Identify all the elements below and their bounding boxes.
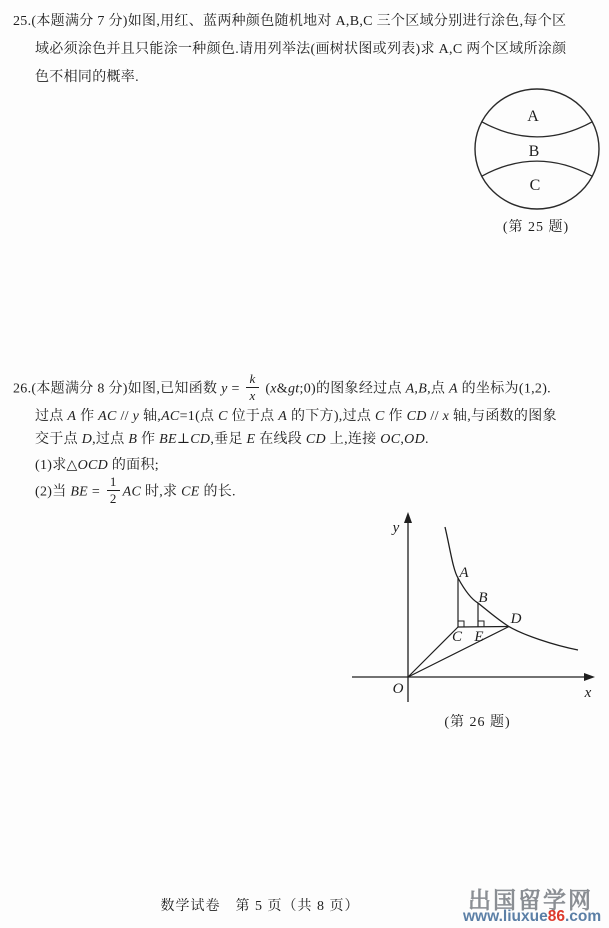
point-b-label: B xyxy=(478,590,488,606)
fraction-denominator: x xyxy=(249,388,256,403)
fraction-one-half xyxy=(107,475,120,506)
line-1-suffix: (x&gt;0)的图象经过点 A,B,点 A 的坐标为(1,2). xyxy=(261,381,551,397)
problem-25-line-2: 域必须涂色并且只能涂一种颜色.请用列举法(画树状图或列表)求 A,C 两个区域所涂颜 xyxy=(35,42,567,57)
problem-26-part-1: (1)求△OCD 的面积; xyxy=(35,458,159,473)
url-suffix: .com xyxy=(564,908,602,925)
point-c-label: C xyxy=(451,629,463,645)
page-number-label: 数学试卷 第 5 页（共 8 页） xyxy=(160,899,360,914)
line-5-prefix: (2)当 BE = xyxy=(35,484,104,500)
problem-26-line-2: 过点 A 作 AC // y 轴,AC=1(点 C 位于点 A 的下方),过点 C 作 CD // x 轴,与函数的图象 xyxy=(35,409,557,424)
region-c-label: C xyxy=(529,177,541,194)
region-divider-bottom xyxy=(482,161,592,176)
origin-label: O xyxy=(392,681,404,697)
watermark-site-name: 出国留学网 xyxy=(468,887,593,913)
fraction-k-over-x xyxy=(246,372,258,403)
y-axis-arrowhead xyxy=(404,512,412,523)
fraction-numerator: 1 xyxy=(107,475,120,491)
problem-26-line-3: 交于点 D,过点 B 作 BE⊥CD,垂足 E 在线段 CD 上,连接 OC,OD. xyxy=(35,432,429,447)
x-axis-arrowhead xyxy=(584,673,595,681)
segment-oc xyxy=(408,627,458,677)
line-5-suffix: AC 时,求 CE 的长. xyxy=(122,484,236,500)
x-axis-label: x xyxy=(584,685,592,701)
problem-25-circle-figure xyxy=(466,83,609,217)
point-a-label: A xyxy=(459,565,469,581)
y-axis-label: y xyxy=(392,520,400,536)
problem-26-part-2 xyxy=(35,474,236,508)
right-angle-mark-at-e xyxy=(478,621,484,627)
hyperbola-curve xyxy=(445,527,578,650)
point-e-label: E xyxy=(474,629,484,645)
problem-25-line-3: 色不相同的概率. xyxy=(35,70,139,85)
watermark-site-url xyxy=(463,908,601,926)
problem-25-line-1: 25.(本题满分 7 分)如图,用红、蓝两种颜色随机地对 A,B,C 三个区域分别进行涂色,每个区 xyxy=(13,14,567,29)
line-1-prefix: 26.(本题满分 8 分)如图,已知函数 y = xyxy=(13,381,244,397)
url-prefix: www.liuxue xyxy=(463,908,548,925)
fraction-numerator: k xyxy=(246,372,258,388)
right-angle-mark-at-c xyxy=(458,621,464,627)
region-b-label: B xyxy=(528,143,540,160)
region-a-label: A xyxy=(527,108,539,125)
problem-26-graph-figure xyxy=(340,505,602,710)
fraction-denominator: 2 xyxy=(109,491,117,506)
point-d-label: D xyxy=(510,611,522,627)
problem-25-figure-caption: (第 25 题) xyxy=(502,220,570,235)
problem-26-line-1 xyxy=(13,371,551,405)
url-highlight: 86 xyxy=(547,908,565,925)
problem-26-figure-caption: (第 26 题) xyxy=(444,715,511,730)
